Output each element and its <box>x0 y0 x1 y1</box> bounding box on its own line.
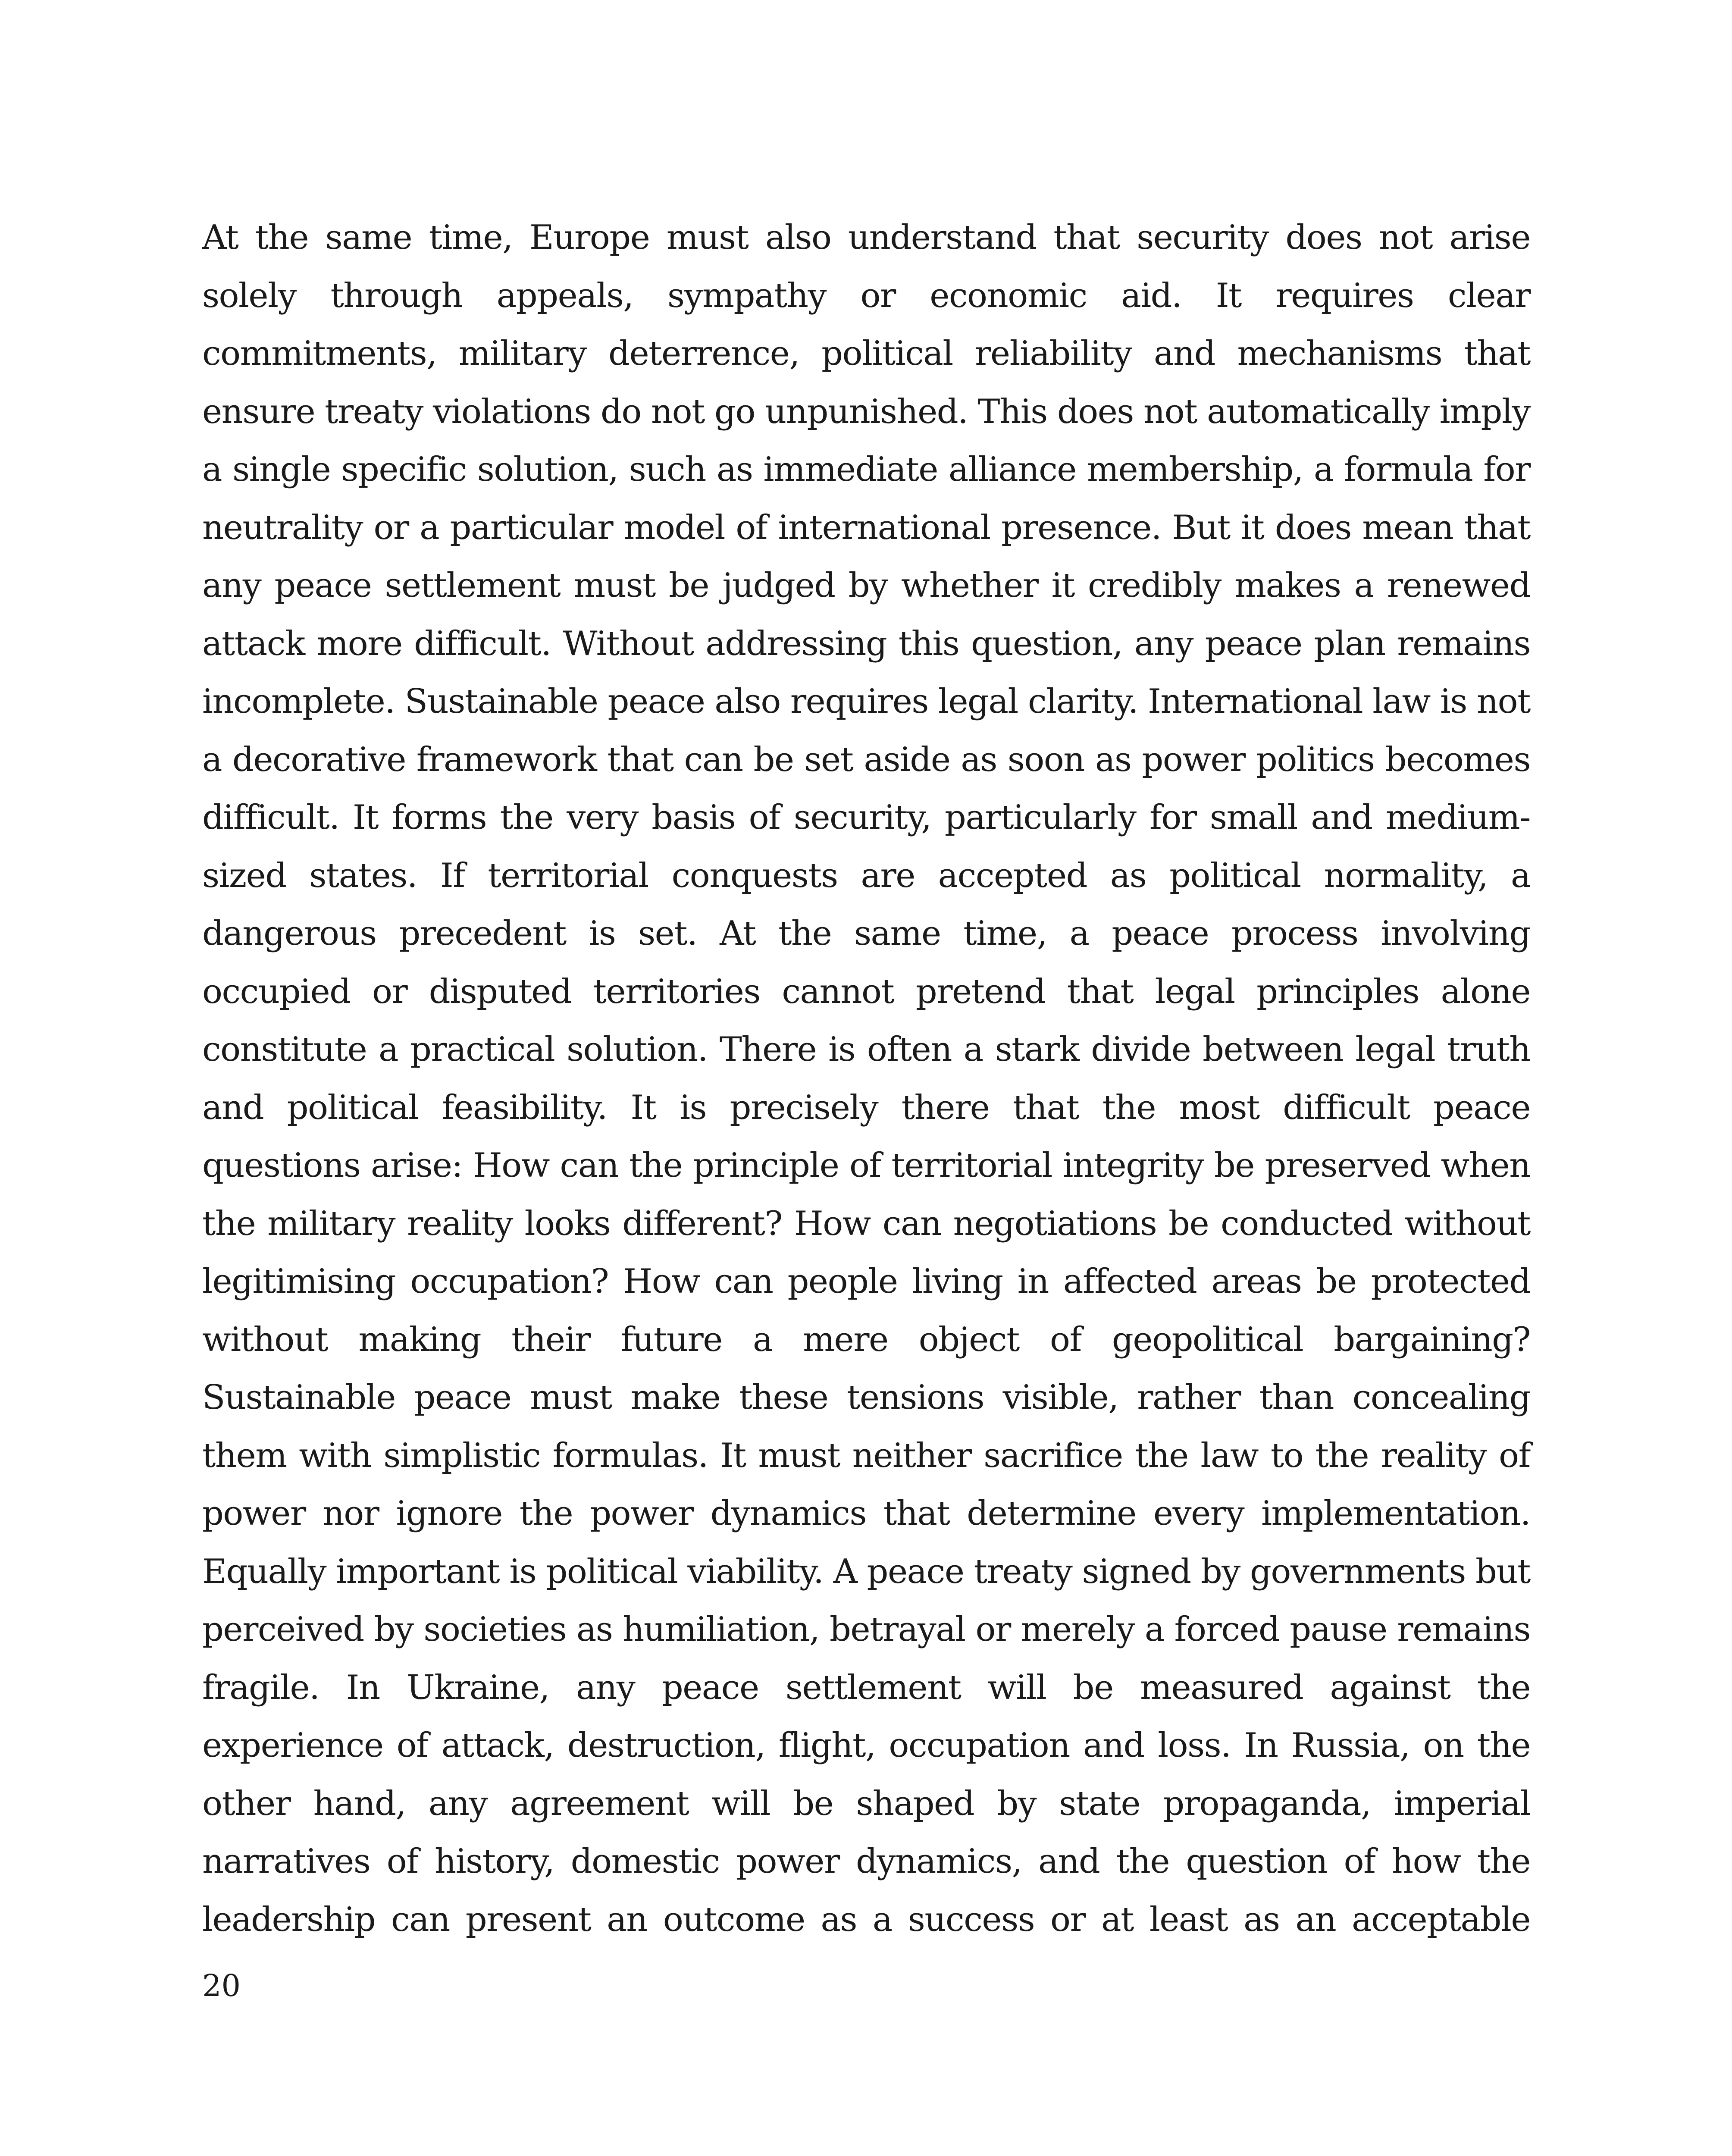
body-paragraph: At the same time, Europe must also understand that security does not arise solely through appeals, sympathy or economic aid. It requires clear commitments, military deterrence, political reliability and mechanisms that ensure treaty violations do not go unpunished. This does not automatically imply a single specific solution, such as immediate alliance membership, a formula for neutrality or a particular model of international presence. But it does mean that any peace settlement must be judged by whether it credibly makes a renewed attack more difficult. Without addressing this question, any peace plan remains incomplete. Sustainable peace also requires legal clarity. International law is not a decorative framework that can be set aside as soon as power politics becomes difficult. It forms the very basis of security, particularly for small and medium-sized states. If territorial conquests are accepted as political normality, a dangerous precedent is set. At the same time, a peace process involving occupied or disputed territories cannot pretend that legal principles alone constitute a practical solution. There is often a stark divide between legal truth and political feasibility. It is precisely there that the most difficult peace questions arise: How can the principle of territorial integrity be preserved when the military reality looks different? How can negotiations be conducted without legitimising occupation? How can people living in affected areas be protected without making their future a mere object of geopolitical bargaining? Sustainable peace must make these tensions visible, rather than concealing them with simplistic formulas. It must neither sacrifice the law to the reality of power nor ignore the power dynamics that determine every implementation. Equally important is political viability. A peace treaty signed by governments but perceived by societies as humiliation, betrayal or merely a forced pause remains fragile. In Ukraine, any peace settlement will be measured against the experience of attack, destruction, flight, occupation and loss. In Russia, on the other hand, any agreement will be shaped by state propaganda, imperial narratives of history, domestic power dynamics, and the question of how the leadership can present an outcome as a success or at least as an acceptable <box>202 218 1530 1939</box>
page-number: 20 <box>202 1968 241 2003</box>
